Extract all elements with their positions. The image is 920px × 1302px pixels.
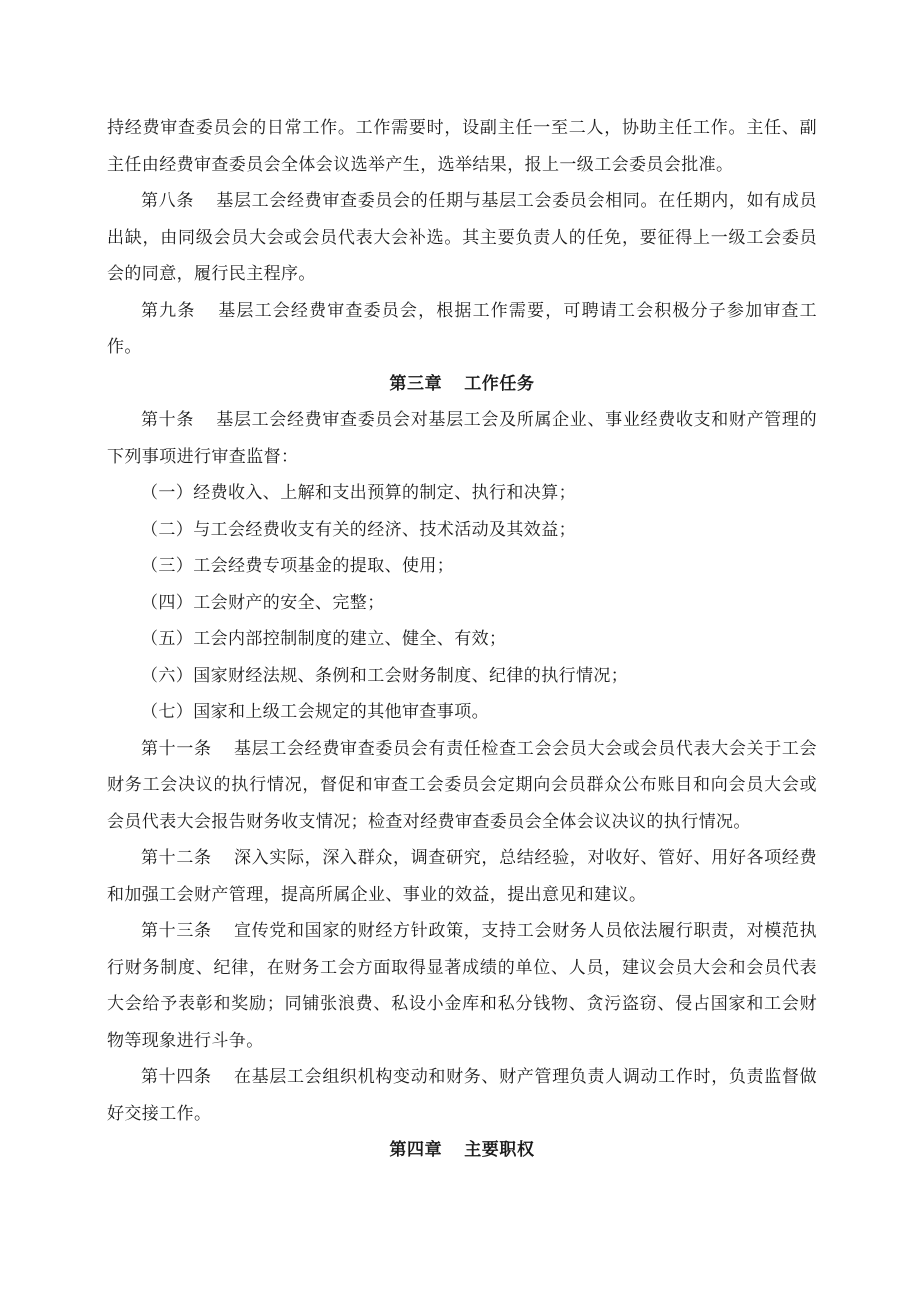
article-label: 第十二条 xyxy=(141,848,212,868)
paragraph-continued: 持经费审查委员会的日常工作。工作需要时，设副主任一至二人，协助主任工作。主任、副主任由经费审查委员会全体会议选举产生，选举结果，报上一级工会委员会批准。 xyxy=(107,118,817,175)
list-item-1: （一）经费收入、上解和支出预算的制定、执行和决算； xyxy=(141,483,576,503)
article-10 xyxy=(107,402,817,475)
article-label: 第十一条 xyxy=(141,738,212,759)
chapter-number: 第三章 xyxy=(389,373,443,394)
list-item-6: （六）国家财经法规、条例和工会财务制度、纪律的执行情况； xyxy=(141,665,629,686)
list-item-2: （二）与工会经费收支有关的经济、技术活动及其效益； xyxy=(141,519,576,540)
chapter-title: 工作任务 xyxy=(464,373,535,394)
article-text: 深入实际，深入群众，调查研究，总结经验，对收好、管好、用好各项经费和加强工会财产管理，提高所属企业、事业的效益，提出意见和建议。 xyxy=(107,848,817,905)
article-label: 第八条 xyxy=(141,191,195,211)
article-13 xyxy=(107,913,817,1059)
chapter-number: 第四章 xyxy=(389,1140,443,1160)
article-text: 基层工会经费审查委员会，根据工作需要，可聘请工会积极分子参加审查工作。 xyxy=(107,300,817,357)
article-label: 第十四条 xyxy=(141,1067,212,1087)
chapter-title: 主要职权 xyxy=(464,1140,535,1160)
article-text: 在基层工会组织机构变动和财务、财产管理负责人调动工作时，负责监督做好交接工作。 xyxy=(107,1067,817,1124)
document-page xyxy=(107,110,817,1169)
article-8 xyxy=(107,183,817,293)
list-item-5: （五）工会内部控制制度的建立、健全、有效； xyxy=(141,629,507,649)
article-text: 基层工会经费审查委员会的任期与基层工会委员会相同。在任期内，如有成员出缺，由同级会员大会或会员代表大会补选。其主要负责人的任免，要征得上一级工会委员会的同意，履行民主程序。 xyxy=(107,191,817,284)
list-item-7: （七）国家和上级工会规定的其他审查事项。 xyxy=(141,702,489,722)
article-text: 基层工会经费审查委员会对基层工会及所属企业、事业经费收支和财产管理的下列事项进行审查监督： xyxy=(107,410,817,467)
article-label: 第十三条 xyxy=(141,921,212,941)
chapter-heading-4 xyxy=(107,1132,817,1169)
list-item-3: （三）工会经费专项基金的提取、使用； xyxy=(141,556,455,576)
article-9 xyxy=(107,293,817,366)
chapter-heading-3 xyxy=(107,366,817,403)
article-label: 第十条 xyxy=(141,410,195,430)
article-text: 基层工会经费审查委员会有责任检查工会会员大会或会员代表大会关于工会财务工会决议的执行情况，督促和审查工会委员会定期向会员群众公布账目和向会员大会或会员代表大会报告财务收支情况；检查对经费审查委员会全体会议决议的执行情况。 xyxy=(107,738,817,832)
article-text: 宣传党和国家的财经方针政策，支持工会财务人员依法履行职责，对模范执行财务制度、纪律，在财务工会方面取得显著成绩的单位、人员，建议会员大会和会员代表大会给予表彰和奖励；同铺张浪费、私设小金库和私分钱物、贪污盗窃、侵占国家和工会财物等现象进行斗争。 xyxy=(107,921,817,1051)
article-label: 第九条 xyxy=(141,300,196,321)
list-item-4: （四）工会财产的安全、完整； xyxy=(141,592,385,613)
article-11 xyxy=(107,731,817,841)
article-12 xyxy=(107,840,817,913)
article-14 xyxy=(107,1059,817,1132)
